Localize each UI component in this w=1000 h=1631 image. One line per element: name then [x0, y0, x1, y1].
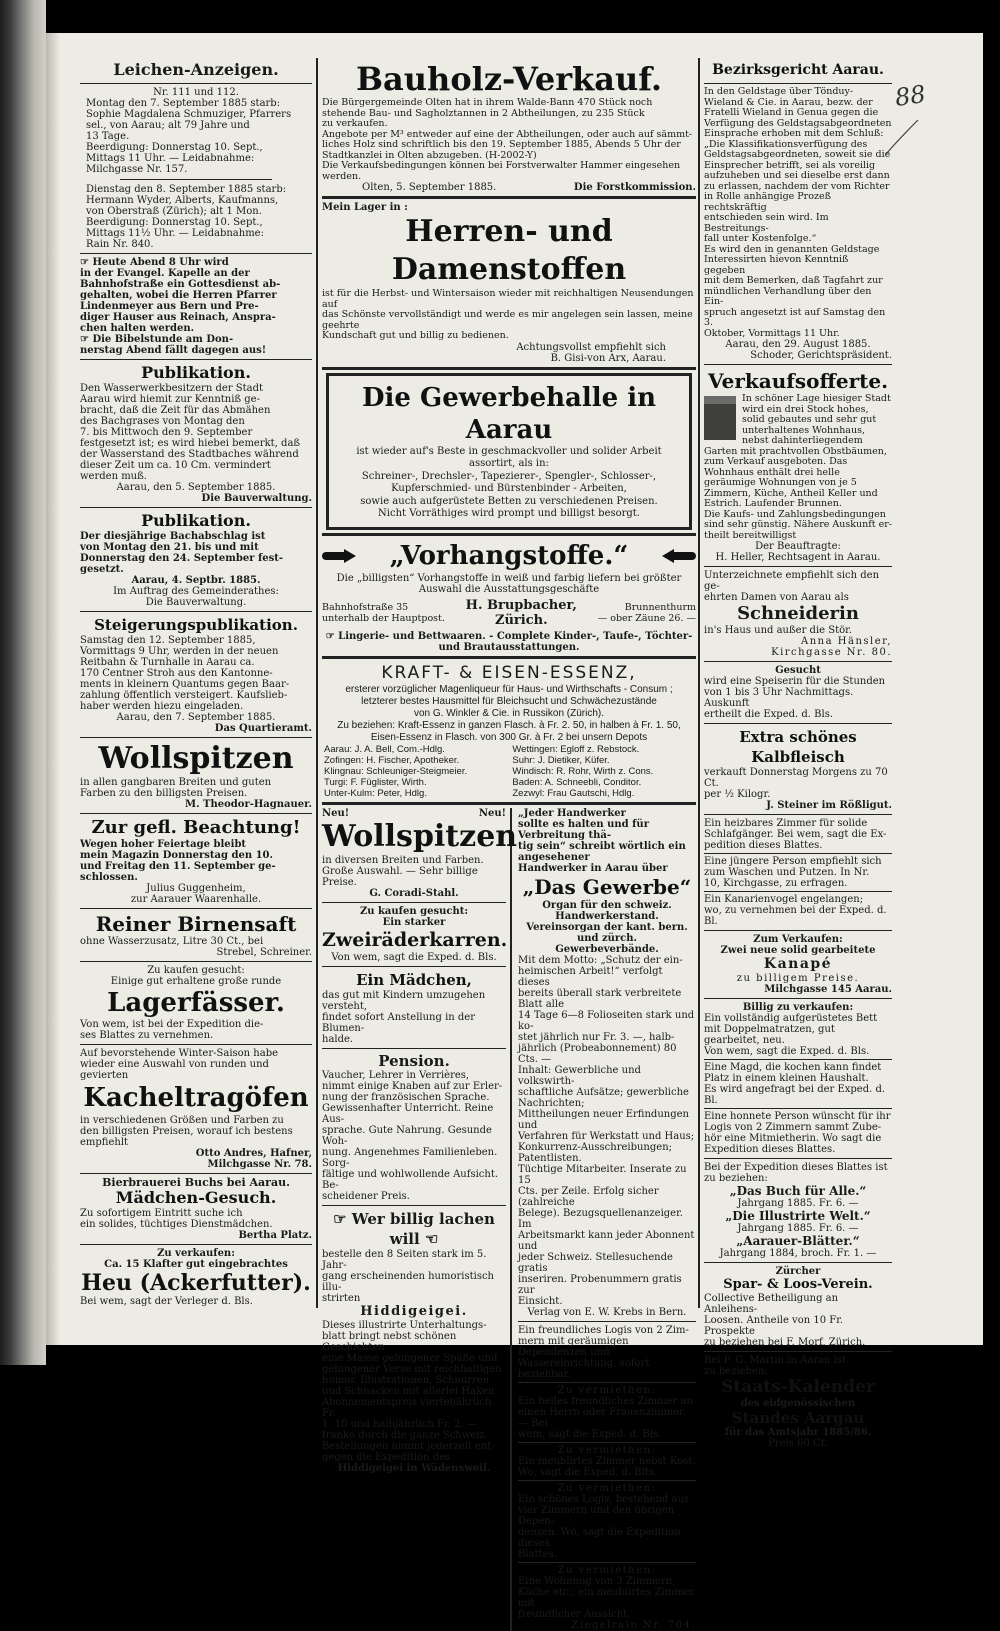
- kraft-depot-cell: Suhr: J. Dietiker, Küfer.: [512, 754, 610, 766]
- kraft-depot-cell: Baden: A. Schneebli, Conditor.: [512, 776, 642, 788]
- verkaufsofferte-title: Verkaufsofferte.: [707, 369, 889, 393]
- kraft-depot-cell: Zezwyl: Frau Gautschi, Hdlg.: [512, 787, 635, 799]
- verkaufsofferte-sign: Der Beauftragte: H. Heller, Rechtsagent in Aarau.: [715, 541, 881, 563]
- stoffe-sign: Achtungsvollst empfiehlt sich B. Gisi-von Arx, Aarau.: [516, 341, 666, 364]
- lager-intro: Mein Lager in :: [322, 202, 408, 213]
- kanarienvogel-body: Ein Kanarienvogel engelangen; wo, zu vernehmen bei der Exped. d. Bl.: [704, 894, 887, 927]
- verkaufsofferte-body: In schöner Lage hiesiger Stadt wird ein drei Stock hohes, solid gebautes und sehr gut unterhaltenes Wohnhaus, nebst dahinterliegendem Garten mit prachtvollen Obstbäumen, zum Verkauf ausgeboten. Das Wohnhaus enthält drei helle geräumige Wohnungen von je 5 Zimmern, Küche, Antheil Keller und Estrich. Laufender Brunnen. Die Kaufs- und Zahlungsbedingungen sind sehr günstig. Nähere Auskunft er- theilt bereitwilligst: [704, 393, 892, 541]
- ein-maedchen-body: das gut mit Kindern umzugehen versteht, findet sofort Anstellung in der Blumen- halde.: [322, 989, 486, 1045]
- bezirksgericht-sign: Schoder, Gerichtspräsident.: [750, 350, 892, 361]
- kalender-price: Preis 60 Ct.: [768, 1438, 828, 1449]
- illustrirte-welt: „Die Illustrirte Welt.“: [725, 1209, 871, 1223]
- wer-lachen-title: ☞ Wer billig lachen will ☜: [333, 1209, 495, 1248]
- middle-subcolumn-left: [322, 807, 518, 1631]
- middle-subcolumn-right: [518, 808, 696, 1631]
- chapel-notice: ☞ Heute Abend 8 Uhr wird in der Evangel. Kapelle an der Bahnhofstraße ein Gottesdienst ab- gehalten, wobei die Herren Pfarrer Lindenmeyer aus Bern und Pre- diger Hauser aus Reinach, Anspra- chen halten werden. ☞ Die Bibelstunde am Don- nerstag Abend fällt dagegen aus!: [80, 257, 281, 356]
- book-spine: [0, 0, 46, 1365]
- vorhang-foot: ☞ Lingerie- und Bettwaaren. - Complete Kinder-, Taufe-, Töchter- und Brautausstattungen.: [325, 630, 693, 653]
- column-rule-right: [698, 58, 700, 1308]
- heu-title: Heu (Ackerfutter).: [81, 1270, 311, 1296]
- bett-body: Ein vollständig aufgerüstetes Bett mit Doppelmatratzen, gut gearbeitet, neu. Von wem, sagt die Exped. d. Bls.: [704, 1013, 878, 1057]
- hiddigeigei-title: Hiddigeigei.: [360, 1303, 468, 1319]
- death-notice-2: Dienstag den 8. September 1885 starb: Hermann Wyder, Alberts, Kaufmanns, von Oberstraß (Zürich); alt 1 Mon. Beerdigung: Donnerstag 10. Sept., Mittags 11½ Uhr. — Leidabnahme: Rain Nr. 840.: [86, 184, 287, 250]
- column-rule-left: [316, 58, 318, 1308]
- kalender-title: Staats-Kalender: [721, 1377, 875, 1397]
- buecher-head: Bei der Expedition dieses Blattes ist zu beziehen:: [704, 1162, 888, 1184]
- hiddigeigei-body: Dieses illustrirte Unterhaltungs- blatt bringt nebst schönen Geschichten eine Masse gelungener Späße und gelungener Verse mit reichhaltigen humor. Illustrationen, Schnurren und Schnacken mit allerlei Haken. Abonnementspreis vierteljährlich Fr. 1. 10 und halbjährlich Fr. 2. — franko durch die ganze Schweiz. Bestellungen nimmt jederzeit ent- gegen die Expedition des: [322, 1319, 502, 1463]
- handwritten-page-number: 88: [893, 80, 928, 112]
- kanape-head: Zum Verkaufen: Zwei neue solid gearbeitete: [720, 934, 876, 956]
- publication-2-title: Publikation.: [141, 511, 251, 530]
- zweirad-body: Von wem, sagt die Exped. d. Bls.: [331, 951, 497, 963]
- stoffe-title: Herren- und Damenstoffen: [391, 214, 627, 287]
- vermiethen-1-body: Ein helles freundliches Zimmer an einen Herrn oder Frauenzimmer. — Bei wem, sagt die Exped. d. Bls.: [518, 1395, 693, 1440]
- maedchen-gesuch-body: Zu sofortigem Eintritt suche ich ein solides, tüchtiges Dienstmädchen.: [80, 1208, 273, 1230]
- wollspitzen-sign: M. Theodor-Hagnauer.: [185, 799, 312, 810]
- vermiethen-2-head: Zu vermiethen:: [557, 1444, 657, 1456]
- bauholz-body: Die Bürgergemeinde Olten hat in ihrem Walde-Bann 470 Stück noch stehende Bau- und Sagholztannen in 2 Abtheilungen, zu 235 Stück zu verkaufen. Angebote per M³ entweder auf eine der Abtheilungen, oder auch auf sämmt- liches Holz sind schriftlich bis den 19. September 1885, Abends 5 Uhr der Stadtkanzlei in Olten abzugeben. (H-2002-Y) Die Verkaufsbedingungen können bei Forstverwalter Hammer eingesehen werden.: [322, 97, 693, 182]
- pointing-hand-right-icon: [322, 549, 358, 563]
- pointing-hand-left-icon: [660, 549, 696, 563]
- kraft-depot-cell: Zofingen: H. Fischer, Apotheker.: [324, 754, 460, 766]
- middle-column: [322, 60, 696, 1631]
- leichen-title: Leichen-Anzeigen.: [113, 60, 279, 79]
- kalbfleisch-sign: J. Steiner im Rößligut.: [766, 800, 892, 811]
- kraft-depot-cell: Aarau: J. A. Bell, Com.-Hdlg.: [324, 743, 445, 755]
- illustrirte-welt-price: Jahrgang 1885. Fr. 6. —: [737, 1223, 859, 1234]
- auction-title: Steigerungspublikation.: [94, 616, 298, 634]
- publication-2-sign: Im Auftrag des Gemeinderathes: Die Bauverwaltung.: [113, 586, 279, 608]
- beachtung-body: Wegen hoher Feiertage bleibt mein Magazin Donnerstag den 10. und Freitag den 11. September ge- schlossen.: [80, 839, 276, 883]
- gewerbehalle-box: [326, 373, 692, 530]
- bauholz-sign: Die Forstkommission.: [573, 182, 696, 193]
- maedchen-gesuch-title: Mädchen-Gesuch.: [115, 1188, 277, 1207]
- death-notice-1: Montag den 7. September 1885 starb: Sophie Magdalena Schmuziger, Pfarrers sel., von Aarau; alt 79 Jahre und 13 Tage. Beerdigung: Donnerstag 10. Sept., Mittags 11 Uhr. — Leidabnahme: Milchgasse Nr. 157.: [86, 98, 292, 175]
- vorhang-address-right: Brunnenthurm — ober Zäune 26. —: [597, 601, 696, 624]
- vorhang-address-left: Bahnhofstraße 35 unterhalb der Hauptpost.: [322, 601, 445, 624]
- sparverein-title: Spar- & Loos-Verein.: [723, 1277, 873, 1292]
- gesucht-title: Gesucht: [775, 665, 821, 676]
- neu-right-label: Neu!: [478, 807, 506, 819]
- gewerbe-zeitung-head: „Jeder Handwerker sollte es halten und für Verbreitung thä- tig sein“ schreibt wörtlich ein angesehener Handwerker in Aarau über: [518, 807, 686, 874]
- pension-title: Pension.: [378, 1051, 450, 1070]
- wollspitzen-body: in allen gangbaren Breiten und guten Farben zu den billigsten Preisen.: [80, 777, 272, 799]
- logis-2-body: Eine honnete Person wünscht für ihr Logis von 2 Zimmern sammt Zube- hör eine Mitmietherin. Wo sagt die Expedition dieses Blattes.: [704, 1111, 891, 1155]
- heu-head: Zu verkaufen: Ca. 15 Klafter gut eingebrachtes: [104, 1248, 288, 1270]
- sparverein-head: Zürcher: [775, 1266, 821, 1277]
- gewerbehalle-body: ist wieder auf's Beste in geschmackvoller und solider Arbeit assortirt, als in: Schreiner-, Drechsler-, Tapezierer-, Spengler-, Schlosser-, Kupferschmied- und Bürstenbinder - Arbeiten, sowie auch aufgerüstete Betten zu verschiedenen Preisen. Nicht Vorräthiges wird prompt und billigst besorgt.: [356, 445, 662, 519]
- house-illustration-icon: [704, 396, 736, 440]
- kraft-depot-cell: Klingnau: Schleuniger-Steigmeier.: [324, 765, 468, 777]
- kalender-body: für das Amtsjahr 1885/86.: [724, 1427, 872, 1438]
- gewerbehalle-title: Die Gewerbehalle in Aarau: [362, 382, 656, 445]
- vermiethen-4-sign: Ziegelrain Nr. 704.: [571, 1619, 696, 1631]
- vorhang-body: Die „billigsten“ Vorhangstoffe in weiß und farbig liefern bei größter Auswahl die Ausstattungsgeschäfte: [336, 572, 682, 595]
- pension-body: Vaucher, Lehrer in Verrières, nimmt einige Knaben auf zur Erler- nung der französischen Sprache. Gewissenhafter Unterricht. Reine Aus- sprache. Gute Nahrung. Gesunde Woh- nung. Angenehmes Familienleben. Sorg- fältige und wohlwollende Aufsicht. Be- scheidener Preis.: [322, 1069, 503, 1202]
- wollspitzen-2-body: in diversen Breiten und Farben. Große Auswahl. — Sehr billige Preise.: [322, 854, 484, 888]
- kraft-depot-cell: Unter-Kulm: Peter, Hdlg.: [324, 787, 427, 799]
- gewerbe-zeitung-subtitle: Organ für den schweiz. Handwerkerstand. Vereinsorgan der kant. bern. und zürch. Gewerbeverbände.: [526, 899, 688, 955]
- zweirad-head: Zu kaufen gesucht: Ein starker: [359, 905, 469, 928]
- kanape-title: Kanapé: [763, 956, 833, 972]
- bezirksgericht-body: In den Geldstage über Tönduy- Wieland & Cie. in Aarau, bezw. der Fratelli Wieland in Genua gegen die Verfügung des Geldstagsabgeordneten Einsprache erhoben mit dem Schluß: „Die Klassifikationsverfügung des Geldstagsabgeordneten, soweit sie die Einsprecher betrifft, sei als voreilig aufzuheben und sei dieselbe erst dann zu erlassen, nachdem der vom Richter in Rolle anhängige Prozeß rechtskräftig entschieden sein wird. Im Bestreitungs- fall unter Kostenfolge.“ Es wird den in genannten Geldstage Interessirten hievon Kenntniß gegeben mit dem Bemerken, daß Tagfahrt zur mündlichen Verhandlung über den Ein- spruch angesetzt ist auf Samstag den 3. Oktober, Vormittags 11 Uhr.: [704, 86, 892, 339]
- schneiderin-body: in's Haus und außer die Stör.: [704, 625, 852, 636]
- auction-sign: Das Quartieramt.: [214, 723, 312, 734]
- kachel-head: Auf bevorstehende Winter-Saison habe wieder eine Auswahl von runden und gevierten: [80, 1048, 279, 1081]
- right-column: [704, 60, 892, 1449]
- kanape-sign: Milchgasse 145 Aarau.: [764, 984, 892, 995]
- logis-body: Ein freundliches Logis von 2 Zim- mern mit geräumigen Dependenzen und Wassereinrichtung, sofort beziehbar.: [518, 1324, 689, 1380]
- zweirad-title: Zweiräderkarren.: [322, 928, 508, 951]
- beachtung-sign: Julius Guggenheim, zur Aarauer Waarenhalle.: [130, 883, 262, 905]
- gewerbe-zeitung-body: Mit dem Motto: „Schutz der ein- heimischen Arbeit!“ verfolgt dieses bereits überall stark verbreitete Blatt alle 14 Tage 6—8 Folioseiten stark und ko- stet jährlich nur Fr. 3. —, halb- jährlich (Probeabonnement) 80 Cts. — Inhalt: Gewerbliche und volkswirth- schaftliche Aufsätze; gewerbliche Nachrichten; Mittheilungen neuer Erfindungen und Verfahren für Werkstatt und Haus; Konkurrenz-Ausschreibungen; Patentlisten. Tüchtige Mitarbeiter. Inserate zu 15 Cts. per Zeile. Erfolg sicher (zahlreiche Belege). Bezugsquellenanzeiger. Im Arbeitsmarkt kann jeder Abonnent und jeder Schweiz. Stellesuchende gratis inseriren. Probenummern gratis zur Einsicht.: [518, 954, 695, 1307]
- lagerfaesser-head: Zu kaufen gesucht: Einige gut erhaltene große runde: [110, 965, 282, 987]
- gesucht-body: wird eine Speiserin für die Stunden von 1 bis 3 Uhr Nachmittags. Auskunft ertheilt die Exped. d. Bls.: [704, 676, 886, 720]
- bezirksgericht-title: Bezirksgericht Aarau.: [712, 62, 884, 78]
- kraft-title: KRAFT- & EISEN-ESSENZ,: [381, 662, 637, 683]
- schneiderin-sign: Anna Hänsler, Kirchgasse Nr. 80.: [771, 636, 892, 658]
- kalbfleisch-body: verkauft Donnerstag Morgens zu 70 Ct. per ½ Kilogr.: [704, 767, 888, 800]
- publication-1-body: Den Wasserwerkbesitzern der Stadt Aarau wird hiemit zur Kenntniß ge- bracht, daß die Zeit für das Abmähen des Bachgrases von Montag den 7. bis Mittwoch den 9. September festgesetzt ist; es wird hiebei bemerkt, daß der Wasserstand des Stadtbaches während dieser Zeit um ca. 10 Cm. vermindert werden muß.: [80, 383, 301, 482]
- person-body: Eine jüngere Person empfiehlt sich zum Waschen und Putzen. In Nr. 10, Kirchgasse, zu erfragen.: [704, 856, 882, 889]
- buch-fuer-alle-price: Jahrgang 1885. Fr. 6. —: [737, 1198, 859, 1209]
- wollspitzen-2-sign: G. Coradi-Stahl.: [369, 887, 459, 899]
- buch-fuer-alle: „Das Buch für Alle.“: [729, 1184, 867, 1198]
- vermiethen-1-head: Zu vermiethen:: [557, 1384, 657, 1396]
- birnensaft-title: Reiner Birnensaft: [95, 912, 297, 936]
- kraft-body: ersterer vorzüglicher Magenliqueur für Haus- und Wirthschafts - Consum ; letzterer bestes Hausmittel für Bleichsucht und Schwächezustände von G. Winkler & Cie. in Russikon (Zürich). Zu beziehen: Kraft-Essenz in ganzen Flasch. à Fr. 2. 50, in halben à Fr. 1. 50, Eisen-Essenz in Flasch. von 300 Gr. à Fr. 2 bei unsern Depots: [337, 683, 681, 743]
- kachel-title: Kacheltragöfen: [83, 1083, 309, 1113]
- vermiethen-3-body: Ein schönes Logis, bestehend aus vier Zimmern und den übrigen Depen- denzen. Wo, sagt die Expedition dieses Blattes.: [518, 1493, 690, 1560]
- wollspitzen-title: Wollspitzen: [98, 741, 294, 776]
- kalender-subtitle-2: Standes Aargau: [731, 1409, 865, 1427]
- hiddigeigei-sign: Hiddigeigei in Wädensweil.: [337, 1462, 491, 1474]
- publication-1-title: Publikation.: [141, 363, 251, 382]
- leichen-number: Nr. 111 und 112.: [153, 87, 239, 98]
- bauholz-title: Bauholz-Verkauf.: [356, 60, 662, 98]
- wer-lachen-body: bestelle den 8 Seiten stark im 5. Jahr- gang erscheinenden humoristisch illu- strirten: [322, 1248, 494, 1304]
- zimmer-body: Ein heizbares Zimmer für solide Schlafgänger. Bei wem, sagt die Ex- pedition dieses Blattes.: [704, 818, 887, 851]
- kraft-depot-row: [322, 755, 696, 766]
- kraft-depot-cell: Windisch: R. Rohr, Wirth z. Cons.: [512, 765, 654, 777]
- publication-2-body: Der diesjährige Bachabschlag ist von Montag den 21. bis und mit Donnerstag den 24. September fest- gesetzt.: [80, 531, 284, 575]
- vorhang-title: „Vorhangstoffe.“: [389, 540, 629, 571]
- publication-1-date: Aarau, den 5. September 1885.: [116, 482, 276, 493]
- birnensaft-sign: Strebel, Schreiner.: [216, 947, 312, 958]
- aarauer-blaetter-price: Jahrgang 1884, broch. Fr. 1. —: [719, 1248, 877, 1259]
- kraft-depot-cell: Turgi: F. Füglister, Wirth.: [324, 776, 427, 788]
- sparverein-body: Collective Betheiligung an Anleihens- Loosen. Antheile von 10 Fr. Prospekte zu beziehen bei F. Morf, Zürich.: [704, 1293, 866, 1348]
- lagerfaesser-body: Von wem, ist bei der Expedition die- ses Blattes zu vernehmen.: [80, 1019, 264, 1041]
- kraft-depot-row: [322, 744, 696, 755]
- kalender-subtitle-1: des eidgenössischen: [740, 1398, 856, 1409]
- kanape-body: zu billigem Preise.: [736, 973, 860, 984]
- schneiderin-title: Schneiderin: [737, 603, 859, 624]
- aarauer-blaetter: „Aarauer-Blätter.“: [736, 1234, 860, 1248]
- kraft-depots-table: [322, 744, 696, 799]
- neu-left-label: Neu!: [322, 807, 350, 819]
- auction-date: Aarau, den 7. September 1885.: [116, 712, 276, 723]
- publication-1-sign: Die Bauverwaltung.: [201, 493, 312, 504]
- page-gutter-shadow: [46, 33, 60, 1345]
- kachel-sign: Otto Andres, Hafner, Milchgasse Nr. 78.: [195, 1148, 312, 1170]
- publication-2-date: Aarau, 4. Septbr. 1885.: [131, 575, 261, 586]
- kalender-head: Bei F. G. Martin in Aarau ist zu beziehen:: [704, 1355, 846, 1377]
- vermiethen-4-head: Zu vermiethen:: [557, 1564, 657, 1576]
- maedchen-gesuch-sign: Bertha Platz.: [238, 1230, 312, 1241]
- bezirksgericht-date: Aarau, den 29. August 1885.: [725, 339, 871, 350]
- left-column: [80, 60, 312, 1353]
- beachtung-title: Zur gefl. Beachtung!: [91, 817, 301, 838]
- heu-body: Bei wem, sagt der Verleger d. Bls.: [80, 1296, 253, 1307]
- brauerei-head: Bierbrauerei Buchs bei Aarau.: [102, 1176, 290, 1189]
- kraft-depot-row: [322, 788, 696, 799]
- schneiderin-head: Unterzeichnete empfiehlt sich den ge- ehrten Damen von Aarau als: [704, 570, 880, 603]
- gewerbe-zeitung-title: „Das Gewerbe“: [522, 874, 692, 899]
- lagerfaesser-title: Lagerfässer.: [107, 988, 285, 1018]
- wollspitzen-2-title: Wollspitzen: [322, 818, 518, 854]
- kachel-body: in verschiedenen Größen und Farben zu den billigsten Preisen, worauf ich bestens empfiehlt: [80, 1115, 293, 1148]
- bett-head: Billig zu verkaufen:: [742, 1002, 854, 1013]
- bauholz-date: Olten, 5. September 1885.: [362, 182, 497, 193]
- birnensaft-body: ohne Wasserzusatz, Litre 30 Ct., bei: [80, 936, 264, 947]
- gewerbe-zeitung-sign: Verlag von E. W. Krebs in Bern.: [527, 1306, 687, 1318]
- auction-body: Samstag den 12. September 1885, Vormittags 9 Uhr, werden in der neuen Reitbahn & Turnhalle in Aarau ca. 170 Centner Stroh aus den Kantonne- ments in kleinern Quantums gegen Baar- zahlung öffentlich versteigert. Kaufslieb- haber werden hiezu eingeladen.: [80, 635, 290, 712]
- vorhang-firm: H. Brupbacher, Zürich.: [465, 597, 577, 628]
- magd-body: Eine Magd, die kochen kann findet Platz in einem kleinen Haushalt. Es wird angefragt bei der Exped. d. Bl.: [704, 1062, 886, 1106]
- vermiethen-3-head: Zu vermiethen:: [557, 1482, 657, 1494]
- kraft-depot-row: [322, 766, 696, 777]
- vermiethen-2-body: Ein meublirtes Zimmer nebst Kost. Wo, sagt die Exped. d. Blts.: [518, 1455, 696, 1478]
- ein-maedchen-title: Ein Mädchen,: [356, 970, 472, 989]
- stoffe-body: ist für die Herbst- und Wintersaison wieder mit reichhaltigen Neusendungen auf das Schönste vervollständigt und werde es mir angelegen sein lassen, meine geehrte Kundschaft gut und billig zu bedienen.: [322, 288, 694, 341]
- kalbfleisch-title: Extra schönes Kalbfleisch: [739, 728, 857, 766]
- vermiethen-4-body: Eine Wohnung von 3 Zimmern, Küche etc.; ein meublirtes Zimmer mit freundlicher Aussicht.: [518, 1575, 695, 1620]
- kraft-depot-cell: Wettingen: Egloff z. Rebstock.: [512, 743, 640, 755]
- kraft-depot-row: [322, 777, 696, 788]
